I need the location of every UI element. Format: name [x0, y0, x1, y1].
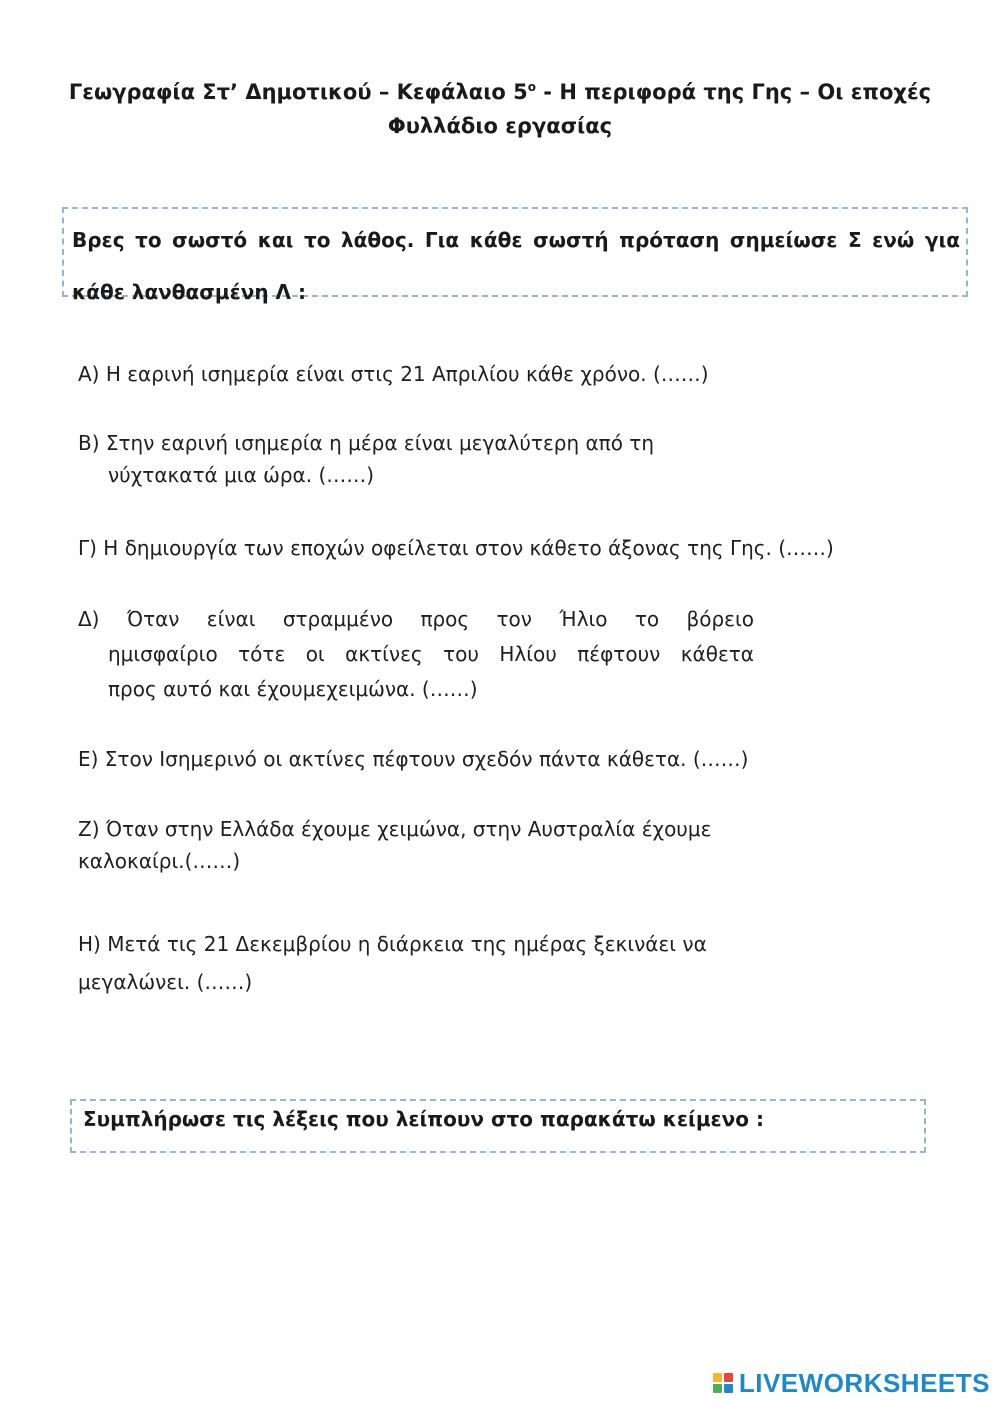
question-d-line-2: ημισφαίριο τότε οι ακτίνες του Ηλίου πέφτουν κάθετα: [108, 642, 754, 666]
question-h-line-2: μεγαλώνει. (……): [78, 970, 253, 994]
question-z: [78, 813, 711, 877]
liveworksheets-logo-text: LIVEWORKSHEETS: [738, 1367, 990, 1398]
logo-square-3: [713, 1384, 722, 1393]
logo-square-1: [713, 1373, 722, 1382]
question-z-line-1: Ζ) Όταν στην Ελλάδα έχουμε χειμώνα, στην Αυστραλία έχουμε: [78, 817, 712, 841]
instruction-true-false: Βρες το σωστό και το λάθος. Για κάθε σωστή πρόταση σημείωσε Σ ενώ για κάθε λανθασμένη Λ :: [72, 228, 960, 304]
question-a: Α) Η εαρινή ισημερία είναι στις 21 Απριλίου κάθε χρόνο. (……): [78, 362, 709, 386]
question-b-line-2: νύχτακατά μια ώρα. (……): [108, 463, 375, 487]
page-title: [40, 70, 960, 143]
question-h: [78, 925, 707, 1001]
question-d-line-3: προς αυτό και έχουμεχειμώνα. (……): [108, 677, 478, 701]
question-b-line-1: Β) Στην εαρινή ισημερία η μέρα είναι μεγαλύτερη από τη: [78, 431, 655, 455]
title-line-1: Γεωγραφία Στ’ Δημοτικού – Κεφάλαιο $5^o$ - Η περιφορά της Γης – Οι εποχές: [68, 80, 932, 104]
instruction-fill-blanks: Συμπλήρωσε τις λέξεις που λείπουν στο παρακάτω κείμενο :: [83, 1107, 764, 1131]
question-d-line-1: Δ) Όταν είναι στραμμένο προς τον Ήλιο το βόρειο: [78, 607, 754, 631]
question-h-line-1: Η) Μετά τις 21 Δεκεμβρίου η διάρκεια της ημέρας ξεκινάει να: [78, 932, 707, 956]
liveworksheets-logo-icon: [713, 1373, 733, 1393]
question-d: [78, 602, 754, 707]
question-b: [78, 427, 654, 491]
question-e: Ε) Στον Ισημερινό οι ακτίνες πέφτουν σχεδόν πάντα κάθετα. (……): [78, 747, 749, 771]
liveworksheets-logo: [713, 1367, 990, 1399]
question-z-line-2: καλοκαίρι.(……): [78, 849, 241, 873]
subtitle: Φυλλάδιο εργασίας: [387, 114, 613, 138]
logo-square-4: [724, 1384, 733, 1393]
logo-square-2: [724, 1373, 733, 1382]
question-c: Γ) Η δημιουργία των εποχών οφείλεται στον κάθετο άξονας της Γης. (……): [78, 536, 834, 560]
